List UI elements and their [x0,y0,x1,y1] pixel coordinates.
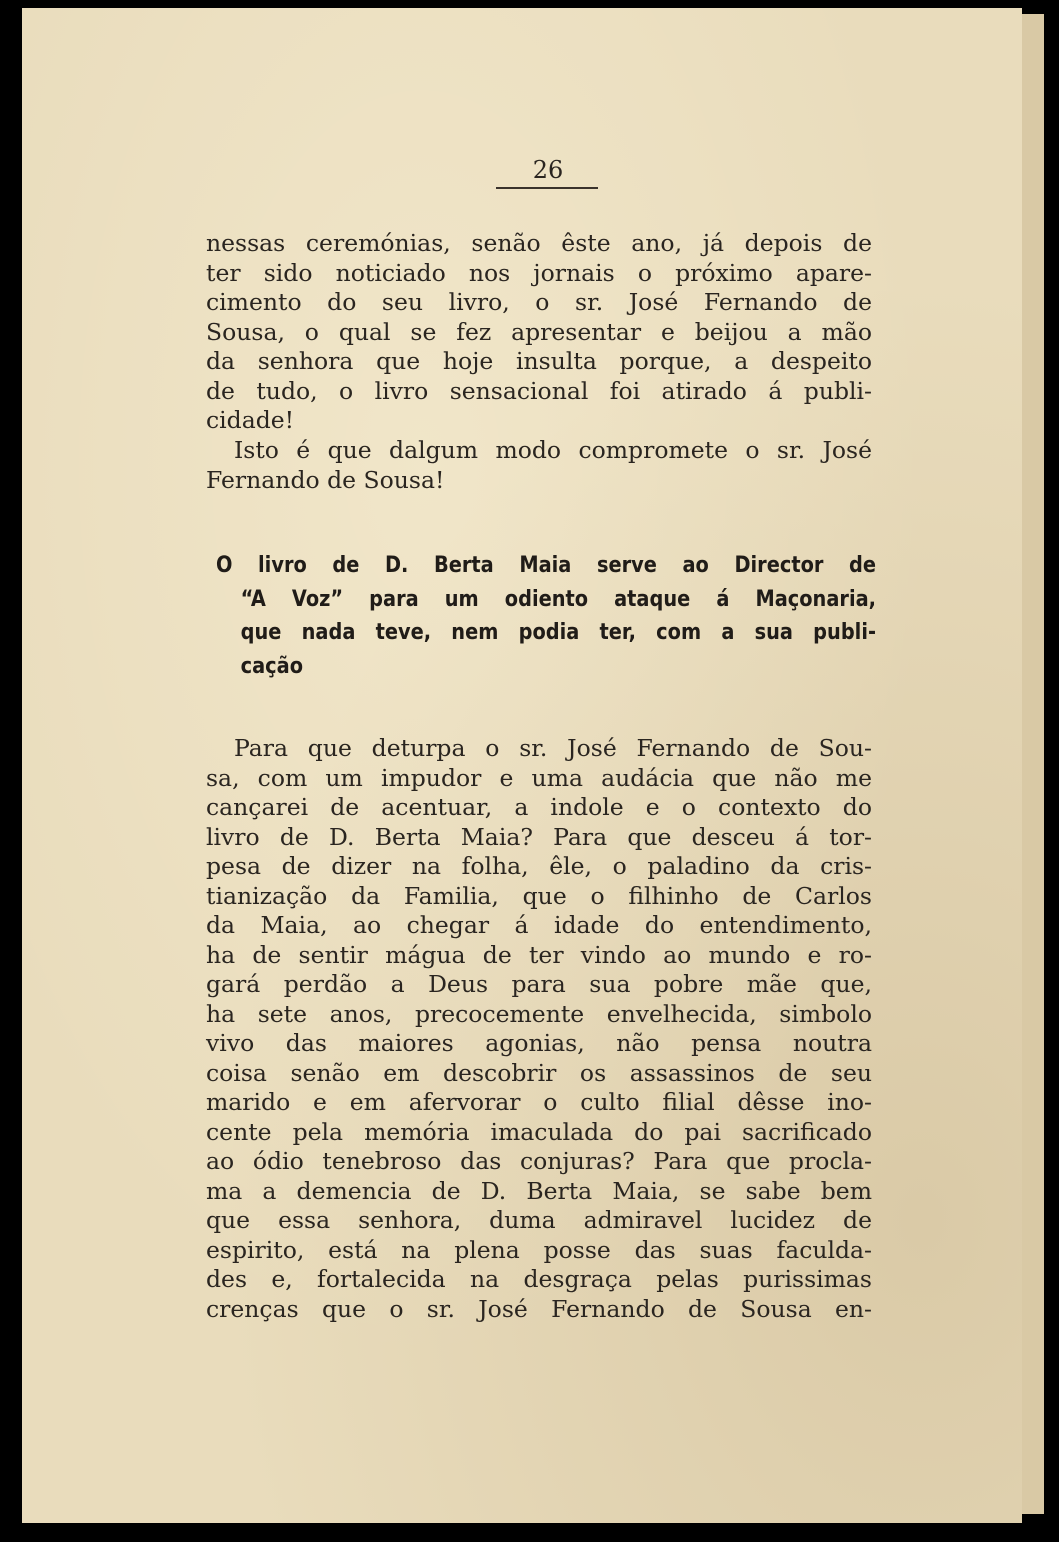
text-line: Fernando de Sousa! [206,465,445,494]
text-line: Isto é que dalgum modo compromete o sr. José [234,436,872,464]
text-line: cente pela memória imaculada do pai sacrificado [206,1117,872,1146]
text-line: tianização da Familia, que o filhinho de Carlos [206,881,872,910]
page-number-rule [496,187,598,189]
section-heading [216,549,876,683]
text-line: cançarei de acentuar, a indole e o contexto do [206,793,872,821]
text-line: cidade! [206,406,295,434]
paragraph-3 [206,734,872,1324]
text-line: espirito, está na plena posse das suas faculda- [206,1235,872,1264]
paragraph-2 [206,436,872,495]
text-line: ha sete anos, precocemente envelhecida, simbolo [206,999,872,1028]
text-line: crenças que o sr. José Fernando de Sousa en- [206,1294,872,1323]
text-line: ma a demencia de D. Berta Maia, se sabe bem [206,1176,872,1205]
text-line: coisa senão em descobrir os assassinos de seu [206,1058,872,1087]
text-line: sa, com um impudor e uma audácia que não me [206,763,872,792]
text-line: gará perdão a Deus para sua pobre mãe que, [206,970,872,998]
page-number: 26 [532,156,564,184]
text-line: da Maia, ao chegar á idade do entendimento, [206,911,872,939]
text-line: Sousa, o qual se fez apresentar e beijou a mão [206,317,872,346]
text-line: livro de D. Berta Maia? Para que desceu á tor- [206,822,872,851]
paragraph-1 [206,229,872,436]
text-line: ha de sentir mágua de ter vindo ao mundo e ro- [206,940,872,969]
text-line: que essa senhora, duma admiravel lucidez de [206,1206,872,1234]
text-line: de tudo, o livro sensacional foi atirado á publi- [206,376,872,405]
text-line: da senhora que hoje insulta porque, a despeito [206,347,872,375]
text-line: pesa de dizer na folha, êle, o paladino da cris- [206,852,872,880]
heading-line: cação [240,653,304,679]
text-line: Para que deturpa o sr. José Fernando de Sou- [234,734,872,762]
text-line: ter sido noticiado nos jornais o próximo apare- [206,258,872,287]
text-line: vivo das maiores agonias, não pensa noutra [206,1029,872,1057]
heading-line: O livro de D. Berta Maia serve ao Director de [216,553,876,578]
heading-line: “A Voz” para um odiento ataque á Maçonaria, [240,586,876,612]
text-line: des e, fortalecida na desgraça pelas purissimas [206,1265,872,1293]
heading-line: que nada teve, nem podia ter, com a sua publi- [240,620,876,645]
text-line: ao ódio tenebroso das conjuras? Para que procla- [206,1147,872,1175]
text-line: marido e em afervorar o culto filial dêsse ino- [206,1088,872,1116]
text-line: cimento do seu livro, o sr. José Fernando de [206,288,872,316]
text-line: nessas ceremónias, senão êste ano, já depois de [206,229,872,257]
